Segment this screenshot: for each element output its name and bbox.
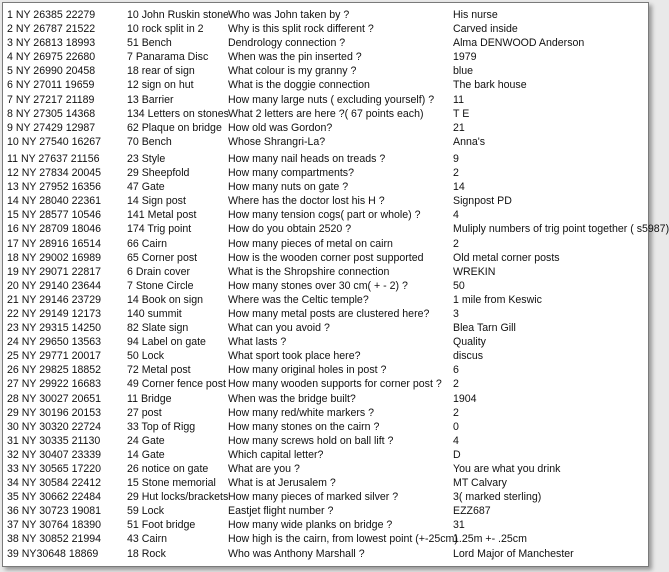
table-row: [7, 532, 646, 546]
grid-reference-cell: 34 NY 30584 22412: [7, 477, 102, 490]
location-cell: 66 Cairn: [127, 237, 168, 250]
location-cell: 14 Gate: [127, 448, 165, 461]
location-cell: 49 Corner fence post: [127, 378, 226, 391]
answer-cell: WREKIN: [453, 265, 496, 278]
table-row: [7, 208, 646, 222]
location-cell: 70 Bench: [127, 135, 172, 148]
table-row: [7, 279, 646, 293]
location-cell: 14 Book on sign: [127, 293, 203, 306]
location-cell: 24 Gate: [127, 434, 165, 447]
question-cell: Whose Shrangri-La?: [228, 135, 326, 148]
grid-reference-cell: 38 NY 30852 21994: [7, 533, 102, 546]
grid-reference-cell: 26 NY 29825 18852: [7, 364, 102, 377]
location-cell: 7 Stone Circle: [127, 279, 194, 292]
table-row: [7, 476, 646, 490]
table-row: [7, 392, 646, 406]
grid-reference-cell: 35 NY 30662 22484: [7, 491, 102, 504]
table-row: [7, 420, 646, 434]
answer-cell: 1979: [453, 51, 477, 64]
grid-reference-cell: 24 NY 29650 13563: [7, 336, 102, 349]
answer-cell: T E: [453, 107, 470, 120]
grid-reference-cell: 20 NY 29140 23644: [7, 279, 102, 292]
question-cell: How many compartments?: [228, 167, 354, 180]
question-cell: Eastjet flight number ?: [228, 505, 334, 518]
grid-reference-cell: 8 NY 27305 14368: [7, 107, 96, 120]
table-row: [7, 222, 669, 236]
question-cell: What is the Shropshire connection: [228, 265, 390, 278]
question-cell: Dendrology connection ?: [228, 37, 346, 50]
question-cell: How many original holes in post ?: [228, 364, 387, 377]
answer-cell: Lord Major of Manchester: [453, 547, 574, 560]
grid-reference-cell: 13 NY 27952 16356: [7, 181, 102, 194]
location-cell: 13 Barrier: [127, 93, 174, 106]
location-cell: 7 Panarama Disc: [127, 51, 209, 64]
answer-cell: 4: [453, 434, 459, 447]
location-cell: 29 Sheepfold: [127, 167, 190, 180]
question-cell: How high is the cairn, from lowest point (+-25cm): [228, 533, 458, 546]
table-row: [7, 518, 646, 532]
grid-reference-cell: 9 NY 27429 12987: [7, 121, 96, 134]
location-cell: 62 Plaque on bridge: [127, 121, 222, 134]
grid-reference-cell: 5 NY 26990 20458: [7, 65, 96, 78]
grid-reference-cell: 16 NY 28709 18046: [7, 223, 102, 236]
grid-reference-cell: 17 NY 28916 16514: [7, 237, 102, 250]
location-cell: 18 Rock: [127, 547, 166, 560]
table-row: [7, 180, 646, 194]
answer-cell: Quality: [453, 336, 486, 349]
location-cell: 47 Gate: [127, 181, 165, 194]
question-cell: What colour is my granny ?: [228, 65, 357, 78]
question-cell: What can you avoid ?: [228, 322, 330, 335]
table-row: [7, 504, 646, 518]
answer-cell: 2: [453, 237, 459, 250]
grid-reference-cell: 30 NY 30320 22724: [7, 420, 102, 433]
table-row: [7, 321, 646, 335]
table-row: [7, 363, 646, 377]
grid-reference-cell: 39 NY30648 18869: [7, 547, 99, 560]
question-cell: How many pieces of marked silver ?: [228, 491, 399, 504]
grid-reference-cell: 10 NY 27540 16267: [7, 135, 102, 148]
location-cell: 65 Corner post: [127, 251, 198, 264]
grid-reference-cell: 33 NY 30565 17220: [7, 463, 102, 475]
answer-cell: 3: [453, 307, 459, 320]
table-row: [7, 377, 646, 391]
table-row: [7, 22, 646, 36]
question-cell: What is at Jerusalem ?: [228, 477, 336, 490]
grid-reference-cell: 15 NY 28577 10546: [7, 209, 102, 222]
grid-reference-cell: 25 NY 29771 20017: [7, 350, 102, 363]
answer-cell: 21: [453, 121, 465, 134]
answer-cell: 2: [453, 167, 459, 180]
table-row: [7, 490, 646, 504]
location-cell: 141 Metal post: [127, 209, 197, 222]
answer-cell: 1.25m +- .25cm: [453, 533, 527, 546]
grid-reference-cell: 32 NY 30407 23339: [7, 448, 102, 461]
answer-cell: 1 mile from Keswic: [453, 293, 542, 306]
grid-reference-cell: 31 NY 30335 21130: [7, 434, 101, 447]
answer-cell: Muliply numbers of trig point together ( s5987): [453, 223, 669, 236]
question-cell: What lasts ?: [228, 336, 287, 349]
answer-cell: Signpost PD: [453, 195, 512, 208]
table-row: [7, 64, 646, 78]
answer-cell: 9: [453, 152, 459, 165]
location-cell: 50 Lock: [127, 350, 165, 363]
question-cell: How many tension cogs( part or whole) ?: [228, 209, 421, 222]
question-cell: Where was the Celtic temple?: [228, 293, 369, 306]
table-row: [7, 237, 646, 251]
grid-reference-cell: 4 NY 26975 22680: [7, 51, 96, 64]
question-cell: Who was John taken by ?: [228, 9, 350, 21]
question-cell: Who was Anthony Marshall ?: [228, 547, 365, 560]
location-cell: 82 Slate sign: [127, 322, 189, 335]
answer-cell: MT Calvary: [453, 477, 507, 490]
grid-reference-cell: 29 NY 30196 20153: [7, 406, 102, 419]
question-cell: What sport took place here?: [228, 350, 361, 363]
question-cell: How many stones over 30 cm( + - 2) ?: [228, 279, 408, 292]
answer-cell: 6: [453, 364, 459, 377]
table-row: [7, 8, 646, 22]
answer-cell: You are what you drink: [453, 463, 561, 475]
location-cell: 43 Cairn: [127, 533, 168, 546]
location-cell: 14 Sign post: [127, 195, 186, 208]
location-cell: 94 Label on gate: [127, 336, 206, 349]
location-cell: 11 Bridge: [127, 392, 172, 405]
table-row: [7, 307, 646, 321]
question-cell: How many wooden supports for corner post ?: [228, 378, 442, 391]
question-cell: How many screws hold on ball lift ?: [228, 434, 394, 447]
answer-cell: Blea Tarn Gill: [453, 322, 516, 335]
answer-cell: The bark house: [453, 79, 527, 92]
question-cell: How many wide planks on bridge ?: [228, 519, 393, 532]
table-row: [7, 107, 646, 121]
grid-reference-cell: 23 NY 29315 14250: [7, 322, 102, 335]
location-cell: 174 Trig point: [127, 223, 192, 236]
answer-cell: 3( marked sterling): [453, 491, 542, 504]
quiz-table: [7, 8, 669, 561]
question-cell: What 2 letters are here ?( 67 points each): [228, 107, 424, 120]
location-cell: 10 John Ruskin stone: [127, 9, 229, 21]
grid-reference-cell: 14 NY 28040 22361: [7, 195, 102, 208]
table-row: [7, 434, 646, 448]
table-row: [7, 78, 646, 92]
table-row: [7, 166, 646, 180]
answer-cell: 1904: [453, 392, 477, 405]
answer-cell: Carved inside: [453, 23, 518, 36]
grid-reference-cell: 36 NY 30723 19081: [7, 505, 102, 518]
question-cell: Why is this split rock different ?: [228, 23, 374, 36]
question-cell: When was the bridge built?: [228, 392, 356, 405]
answer-cell: D: [453, 448, 461, 461]
question-cell: What is the doggie connection: [228, 79, 370, 92]
answer-cell: 2: [453, 378, 459, 391]
question-cell: How do you obtain 2520 ?: [228, 223, 352, 236]
answer-cell: 0: [453, 420, 459, 433]
question-cell: Where has the doctor lost his H ?: [228, 195, 385, 208]
location-cell: 140 summit: [127, 307, 182, 320]
table-row: [7, 93, 646, 107]
grid-reference-cell: 27 NY 29922 16683: [7, 378, 102, 391]
table-row: [7, 462, 646, 476]
table-row: [7, 265, 646, 279]
grid-reference-cell: 12 NY 27834 20045: [7, 167, 102, 180]
quiz-sheet: [2, 2, 669, 567]
question-cell: How many large nuts ( excluding yourself) ?: [228, 93, 435, 106]
table-row: [7, 194, 646, 208]
table-row: [7, 251, 646, 265]
grid-reference-cell: 19 NY 29071 22817: [7, 265, 102, 278]
grid-reference-cell: 28 NY 30027 20651: [7, 392, 102, 405]
grid-reference-cell: 11 NY 27637 21156: [7, 152, 100, 165]
question-cell: What are you ?: [228, 463, 300, 475]
answer-cell: 4: [453, 209, 459, 222]
table-row: [7, 152, 646, 166]
table-row: [7, 335, 646, 349]
grid-reference-cell: 7 NY 27217 21189: [7, 93, 95, 106]
location-cell: 72 Metal post: [127, 364, 191, 377]
location-cell: 134 Letters on stones: [127, 107, 229, 120]
table-row: [7, 121, 646, 135]
location-cell: 59 Lock: [127, 505, 165, 518]
answer-cell: Alma DENWOOD Anderson: [453, 37, 585, 50]
grid-reference-cell: 1 NY 26385 22279: [7, 9, 96, 21]
location-cell: 10 rock split in 2: [127, 23, 204, 36]
question-cell: Which capital letter?: [228, 448, 324, 461]
answer-cell: Old metal corner posts: [453, 251, 560, 264]
location-cell: 12 sign on hut: [127, 79, 194, 92]
question-cell: How is the wooden corner post supported: [228, 251, 424, 264]
table-row: [7, 36, 646, 50]
table-row: [7, 293, 646, 307]
answer-cell: blue: [453, 65, 474, 78]
grid-reference-cell: 21 NY 29146 23729: [7, 293, 102, 306]
question-cell: How many pieces of metal on cairn: [228, 237, 393, 250]
location-cell: 51 Foot bridge: [127, 519, 196, 532]
location-cell: 29 Hut locks/brackets: [127, 491, 229, 504]
answer-cell: 31: [453, 519, 465, 532]
grid-reference-cell: 2 NY 26787 21522: [7, 23, 96, 36]
location-cell: 33 Top of Rigg: [127, 420, 196, 433]
grid-reference-cell: 3 NY 26813 18993: [7, 37, 96, 50]
table-row: [7, 448, 646, 462]
answer-cell: 11: [453, 93, 464, 106]
location-cell: 51 Bench: [127, 37, 172, 50]
answer-cell: EZZ687: [453, 505, 491, 518]
question-cell: How many nuts on gate ?: [228, 181, 349, 194]
answer-cell: 2: [453, 406, 459, 419]
question-cell: How old was Gordon?: [228, 121, 333, 134]
table-row: [7, 50, 646, 64]
location-cell: 15 Stone memorial: [127, 477, 216, 490]
grid-reference-cell: 37 NY 30764 18390: [7, 519, 102, 532]
location-cell: 18 rear of sign: [127, 65, 195, 78]
answer-cell: discus: [453, 350, 484, 363]
location-cell: 27 post: [127, 406, 162, 419]
grid-reference-cell: 6 NY 27011 19659: [7, 79, 95, 92]
table-row: [7, 406, 646, 420]
answer-cell: Anna's: [453, 135, 486, 148]
question-cell: When was the pin inserted ?: [228, 51, 362, 64]
grid-reference-cell: 22 NY 29149 12173: [7, 307, 102, 320]
table-row: [7, 135, 646, 149]
grid-reference-cell: 18 NY 29002 16989: [7, 251, 102, 264]
question-cell: How many nail heads on treads ?: [228, 152, 386, 165]
question-cell: How many stones on the cairn ?: [228, 420, 380, 433]
location-cell: 6 Drain cover: [127, 265, 190, 278]
question-cell: How many red/white markers ?: [228, 406, 375, 419]
answer-cell: 14: [453, 181, 465, 194]
table-row: [7, 349, 646, 363]
answer-cell: 50: [453, 279, 465, 292]
table-row: [7, 547, 646, 561]
answer-cell: His nurse: [453, 9, 498, 21]
question-cell: How many metal posts are clustered here?: [228, 307, 430, 320]
location-cell: 26 notice on gate: [127, 463, 209, 475]
location-cell: 23 Style: [127, 152, 166, 165]
